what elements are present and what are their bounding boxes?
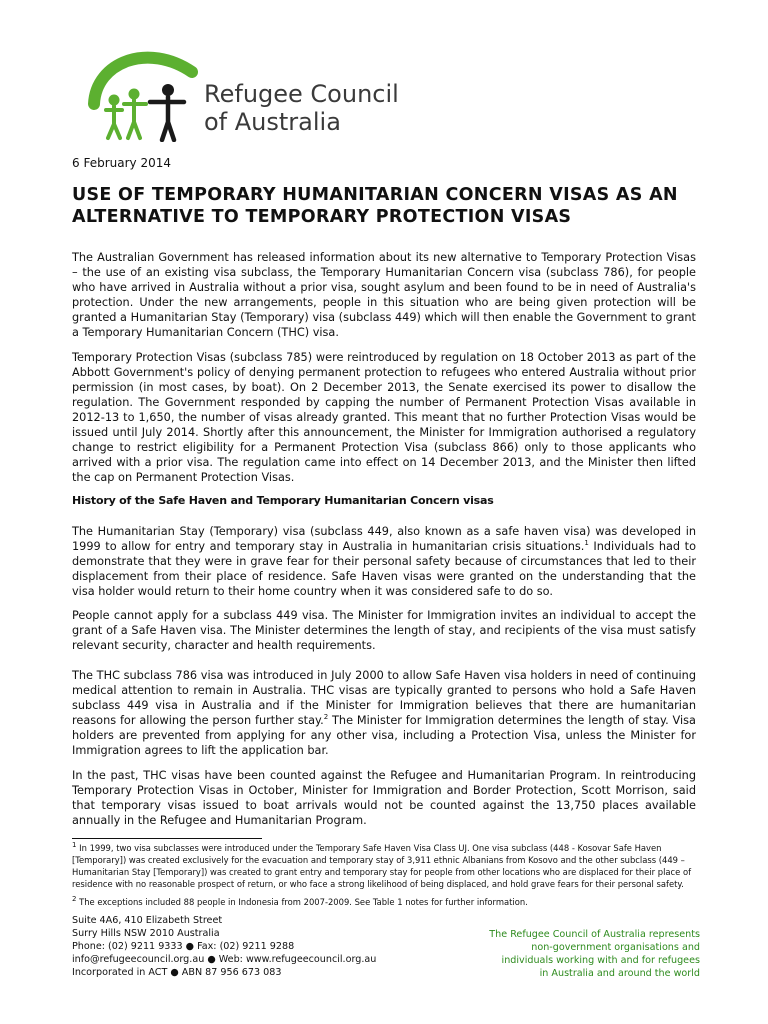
paragraph-intro: The Australian Government has released information about its new alternative to Temporary Protection Visas – the use of an existing visa subclass, the Temporary Humanitarian Concern visa (subclass 786), for people who have arrived in Australia without a prior visa, sought asylum and been found to be in need of Australia's protection. Under the new arrangements, people in this situation who are being given protection will be granted a Humanitarian Stay (Temporary) visa (subclass 449) which will then enable the Government to grant a Temporary Humanitarian Concern (THC) visa. — [72, 251, 696, 339]
tagline-line-1: The Refugee Council of Australia represents — [489, 929, 700, 940]
footnote-1-number: 1 — [72, 841, 77, 850]
document-date: 6 February 2014 — [72, 156, 171, 170]
organisation-tagline — [440, 928, 700, 980]
footnote-1-text: In 1999, two visa subclasses were introduced under the Temporary Safe Haven Visa Class UJ. One visa subclass (448 - Kosovar Safe Haven [Temporary]) was created exclusively for the evacuation and temporary stay of 3,911 ethnic Albanians from Kosovo and the other subclass (449 – Humanitarian Stay [Temporary]) was created to grant entry and temporary stay for people from other locations who are displaced for their place of residence with no reasonable prospect of return, or who face a strong likelihood of being displaced, and hold grave fears for their personal safety. — [72, 843, 692, 889]
footnote-ref-1: 1 — [584, 539, 589, 548]
organisation-logo — [88, 42, 428, 150]
paragraph-humanitarian-program: In the past, THC visas have been counted against the Refugee and Humanitarian Program. In reintroducing Temporary Protection Visas in October, Minister for Immigration and Border Protection, Scott Morrison, said that temporary visas issued to boat arrivals would not be counted against the 13,750 places available annually in the Refugee and Humanitarian Program. — [72, 769, 696, 827]
footnote-divider — [72, 838, 262, 839]
paragraph-thc-786-text-cont: The Minister for Immigration determines the length of stay. Visa holders are prevented from applying for any other visa, including a Protection Visa, unless the Minister for Immigration agrees to lift the application bar. — [72, 714, 696, 757]
address-phone-fax: Phone: (02) 9211 9333 ● Fax: (02) 9211 9288 — [72, 941, 295, 952]
footnote-2 — [72, 896, 712, 908]
address-suburb: Surry Hills NSW 2010 Australia — [72, 928, 220, 939]
section-heading-history: History of the Safe Haven and Temporary Humanitarian Concern visas — [72, 494, 494, 507]
refugee-family-logo-icon — [88, 42, 208, 142]
paragraph-safe-haven-visa-text-cont: Individuals had to demonstrate that they were in grave fear for their personal safety because of circumstances that led to their displacement from their place of residence. Safe Haven visas were granted on the understanding that the visa holder would return to their home country when it was considered safe to do so. — [72, 540, 696, 598]
organisation-name-line2: of Australia — [204, 108, 341, 136]
footnote-ref-2: 2 — [323, 713, 329, 722]
paragraph-safe-haven-visa — [72, 524, 696, 599]
organisation-name — [204, 80, 399, 136]
organisation-name-line1: Refugee Council — [204, 80, 399, 108]
address-street: Suite 4A6, 410 Elizabeth Street — [72, 915, 223, 926]
footnote-2-text: The exceptions included 88 people in Indonesia from 2007-2009. See Table 1 notes for further information. — [76, 897, 528, 907]
paragraph-thc-786-text: The THC subclass 786 visa was introduced in July 2000 to allow Safe Haven visa holders in need of continuing medical attention to remain in Australia. THC visas are typically granted to persons who hold a Safe Haven subclass 449 visa in Australia and if the Minister for Immigration believes that there are humanitarian reasons for allowing the person further stay. — [72, 669, 696, 727]
footnote-2-number: 2 — [72, 895, 77, 904]
paragraph-tpv-background: Temporary Protection Visas (subclass 785) were reintroduced by regulation on 18 October 2013 as part of the Abbott Government's policy of denying permanent protection to refugees who entered Australia without prior permission (in most cases, by boat). On 2 December 2013, the Senate exercised its power to disallow the regulation. The Government responded by capping the number of Permanent Protection Visas available in 2012-13 to 1,650, the number of visas already granted. This meant that no further Protection Visas would be issued until July 2014. Shortly after this announcement, the Minister for Immigration authorised a regulatory change to restrict eligibility for a Permanent Protection Visa (subclass 866) only to those applicants who arrived with a prior visa. The regulation came into effect on 14 December 2013, and the Minister then lifted the cap on Permanent Protection Visas. — [72, 351, 696, 484]
contact-address-block — [72, 914, 402, 979]
paragraph-safe-haven-visa-text: The Humanitarian Stay (Temporary) visa (subclass 449, also known as a safe haven visa) was developed in 1999 to allow for entry and temporary stay in Australia in humanitarian crisis situations. — [72, 525, 696, 553]
paragraph-subclass-449: People cannot apply for a subclass 449 visa. The Minister for Immigration invites an individual to accept the grant of a Safe Haven visa. The Minister determines the length of stay, and recipients of the visa must satisfy relevant security, character and health requirements. — [72, 609, 696, 652]
tagline-line-3: individuals working with and for refugees — [501, 955, 700, 966]
address-abn: Incorporated in ACT ● ABN 87 956 673 083 — [72, 967, 282, 978]
footnote-1 — [72, 842, 712, 890]
document-title: USE OF TEMPORARY HUMANITARIAN CONCERN VISAS AS AN ALTERNATIVE TO TEMPORARY PROTECTION VISAS — [72, 185, 678, 227]
tagline-line-4: in Australia and around the world — [539, 968, 700, 979]
tagline-line-2: non-government organisations and — [531, 942, 700, 953]
paragraph-thc-786 — [72, 668, 696, 758]
address-email-web: info@refugeecouncil.org.au ● Web: www.refugeecouncil.org.au — [72, 954, 377, 965]
